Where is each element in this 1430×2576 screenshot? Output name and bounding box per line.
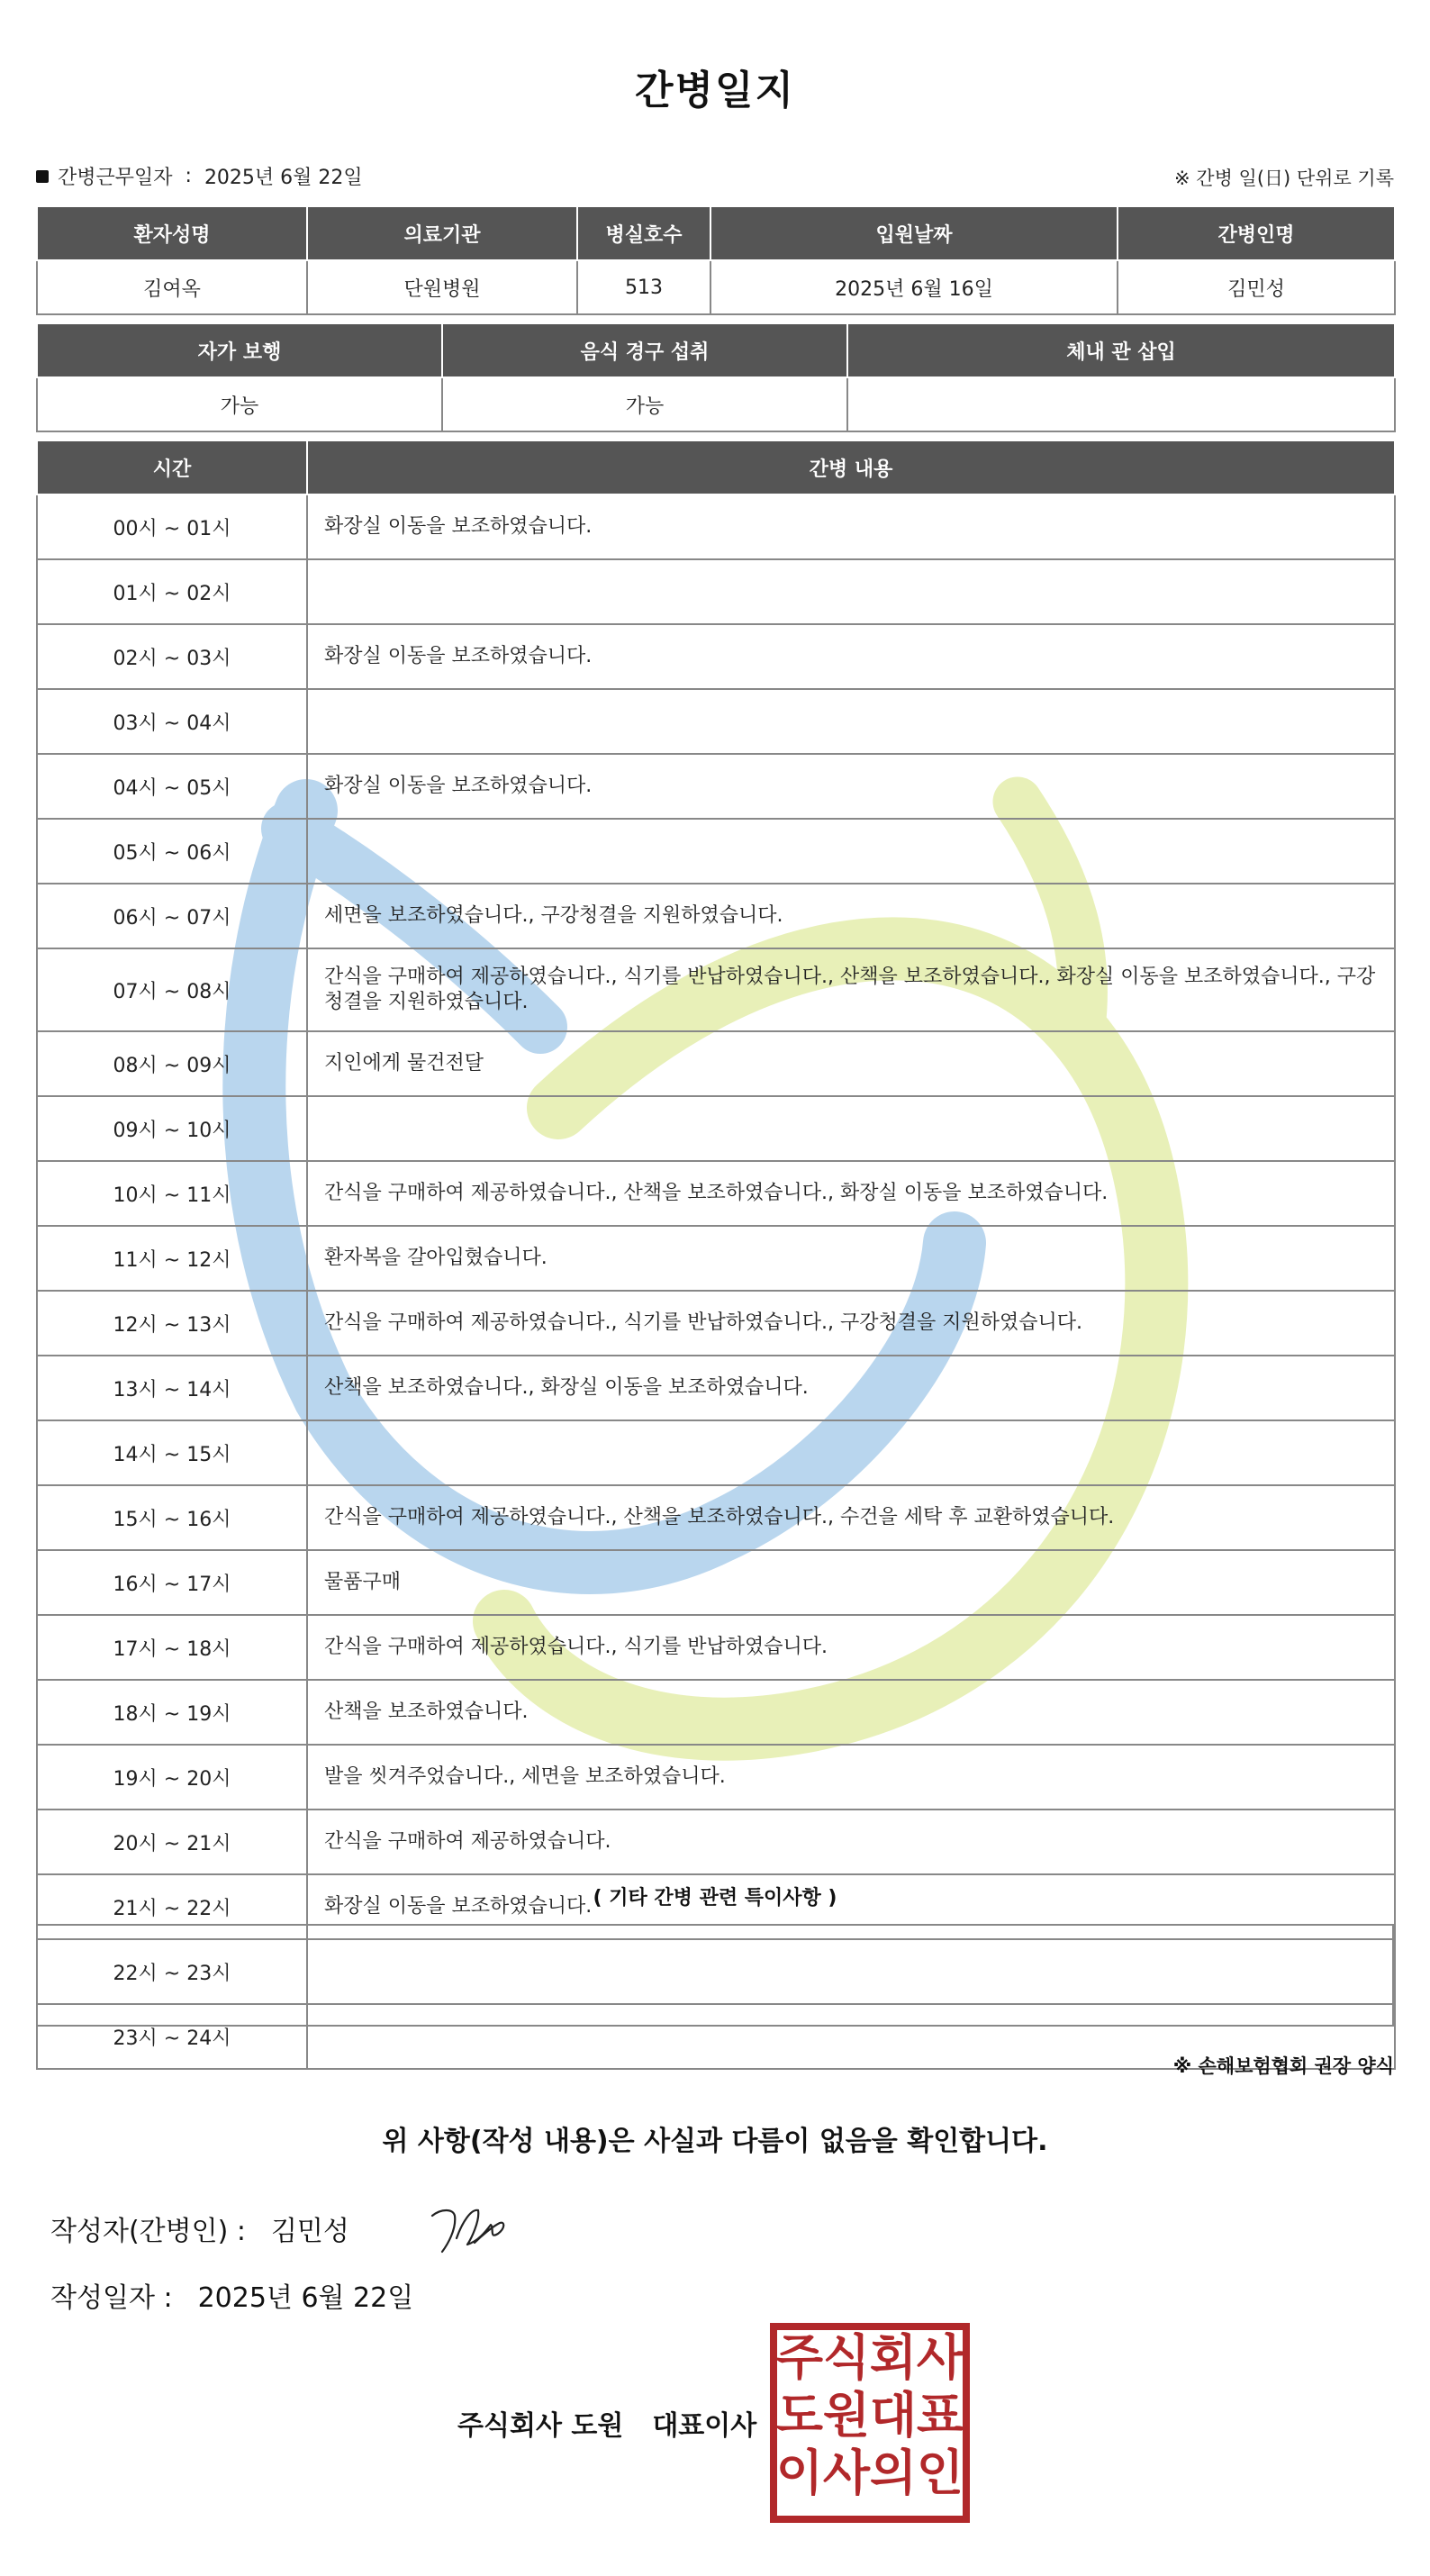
header-time: 시간 (37, 440, 307, 494)
company-name: 주식회사 도원 (457, 2410, 624, 2442)
care-log-content (307, 689, 1395, 754)
special-notes-label: ( 기타 간병 관련 특이사항 ) (593, 1887, 837, 1909)
seal-char: 의 (869, 2444, 918, 2501)
representative-title: 대표이사 (652, 2410, 757, 2442)
patient-status-table (36, 322, 1396, 432)
seal-char: 표 (916, 2387, 964, 2444)
care-log-row (37, 1745, 1395, 1810)
work-date-colon: : (185, 165, 192, 187)
author-name: 김민성 (270, 2216, 349, 2247)
care-log-time: 16시 ~ 17시 (37, 1550, 307, 1615)
square-bullet-icon (36, 170, 49, 183)
care-log-content: 산책을 보조하였습니다., 화장실 이동을 보조하였습니다. (307, 1356, 1395, 1420)
care-log-row (37, 754, 1395, 819)
care-log-time: 19시 ~ 20시 (37, 1745, 307, 1810)
header-oral-intake: 음식 경구 섭취 (442, 323, 847, 377)
company-line (457, 2403, 756, 2443)
care-log-row (37, 1615, 1395, 1680)
care-log-content: 화장실 이동을 보조하였습니다. (307, 754, 1395, 819)
work-date-value: 2025년 6월 22일 (204, 167, 363, 189)
patient-info-table (36, 205, 1396, 315)
seal-char: 도 (775, 2387, 824, 2444)
care-log-time: 04시 ~ 05시 (37, 754, 307, 819)
header-self-walking: 자가 보행 (37, 323, 442, 377)
confirmation-statement: 위 사항(작성 내용)은 사실과 다름이 없음을 확인합니다. (382, 2126, 1048, 2157)
care-log-content (307, 1420, 1395, 1485)
header-patient-name: 환자성명 (37, 206, 307, 260)
care-log-content: 간식을 구매하여 제공하였습니다., 산책을 보조하였습니다., 화장실 이동을 보조하였습니다. (307, 1161, 1395, 1226)
care-log-table (36, 440, 1396, 2070)
care-log-content: 간식을 구매하여 제공하였습니다., 산책을 보조하였습니다., 수건을 세탁 후 교환하였습니다. (307, 1485, 1395, 1550)
care-log-time: 12시 ~ 13시 (37, 1291, 307, 1356)
seal-char: 사 (916, 2329, 964, 2386)
care-log-row (37, 948, 1395, 1031)
care-log-content (307, 1096, 1395, 1161)
care-log-time: 08시 ~ 09시 (37, 1031, 307, 1096)
care-log-body (37, 494, 1395, 2069)
care-log-row (37, 1161, 1395, 1226)
handwritten-signature (392, 2189, 536, 2261)
header-tube-insertion: 체내 관 삽입 (847, 323, 1395, 377)
care-log-content: 화장실 이동을 보조하였습니다. (307, 494, 1395, 559)
care-log-content: 물품구매 (307, 1550, 1395, 1615)
care-log-time: 09시 ~ 10시 (37, 1096, 307, 1161)
header-hospital: 의료기관 (307, 206, 577, 260)
care-log-content: 지인에게 물건전달 (307, 1031, 1395, 1096)
care-log-row (37, 884, 1395, 948)
care-log-content: 세면을 보조하였습니다., 구강청결을 지원하였습니다. (307, 884, 1395, 948)
author-label: 작성자(간병인) : (50, 2216, 246, 2247)
care-log-content: 환자복을 갈아입혔습니다. (307, 1226, 1395, 1291)
written-date-line (50, 2275, 413, 2315)
care-log-row (37, 689, 1395, 754)
seal-char: 인 (916, 2444, 964, 2501)
care-log-row (37, 1096, 1395, 1161)
care-log-row (37, 1680, 1395, 1745)
care-log-time: 18시 ~ 19시 (37, 1680, 307, 1745)
special-notes-box (36, 1924, 1394, 2027)
care-log-time: 11시 ~ 12시 (37, 1226, 307, 1291)
care-log-content (307, 819, 1395, 884)
hospital-name: 단원병원 (307, 260, 577, 314)
company-seal-stamp (769, 2322, 971, 2524)
written-date-label: 작성일자 : (50, 2282, 173, 2314)
care-log-time: 03시 ~ 04시 (37, 689, 307, 754)
care-log-time: 21시 ~ 22시 (37, 1874, 307, 1939)
care-log-row (37, 1485, 1395, 1550)
care-log-row (37, 1810, 1395, 1874)
header-caregiver-name: 간병인명 (1118, 206, 1395, 260)
written-date-value: 2025년 6월 22일 (197, 2282, 414, 2314)
care-log-time: 23시 ~ 24시 (37, 2004, 307, 2069)
seal-char: 대 (869, 2387, 918, 2444)
care-log-time: 13시 ~ 14시 (37, 1356, 307, 1420)
care-log-time: 07시 ~ 08시 (37, 948, 307, 1031)
seal-char: 이 (775, 2444, 824, 2501)
care-log-row (37, 1031, 1395, 1096)
care-log-row (37, 559, 1395, 624)
care-log-time: 14시 ~ 15시 (37, 1420, 307, 1485)
self-walking-value: 가능 (37, 377, 442, 431)
care-log-content: 간식을 구매하여 제공하였습니다., 식기를 반납하였습니다., 구강청결을 지원하였습니다. (307, 1291, 1395, 1356)
care-log-content: 화장실 이동을 보조하였습니다. (307, 1874, 1395, 1939)
seal-char: 사 (822, 2444, 871, 2501)
record-note: ※ 간병 일(日) 단위로 기록 (1174, 168, 1394, 189)
care-log-row (37, 1550, 1395, 1615)
care-log-content: 간식을 구매하여 제공하였습니다., 식기를 반납하였습니다. (307, 1615, 1395, 1680)
page-title: 간병일지 (634, 68, 795, 113)
seal-char: 식 (822, 2329, 871, 2386)
caregiver-name: 김민성 (1118, 260, 1395, 314)
care-log-row (37, 819, 1395, 884)
form-note: ※ 손해보험협회 권장 양식 (1172, 2055, 1394, 2077)
care-log-time: 10시 ~ 11시 (37, 1161, 307, 1226)
care-log-row (37, 1291, 1395, 1356)
header-admission-date: 입원날짜 (710, 206, 1118, 260)
header-care-content: 간병 내용 (307, 440, 1395, 494)
header-room: 병실호수 (577, 206, 710, 260)
care-log-row (37, 1420, 1395, 1485)
care-log-content: 화장실 이동을 보조하였습니다. (307, 624, 1395, 689)
work-date (36, 162, 363, 190)
care-log-time: 17시 ~ 18시 (37, 1615, 307, 1680)
tube-insertion-value (847, 377, 1395, 431)
author-line (50, 2209, 349, 2248)
seal-char: 회 (869, 2329, 918, 2386)
seal-char: 원 (822, 2387, 871, 2444)
care-log-row (37, 1226, 1395, 1291)
care-log-row (37, 494, 1395, 559)
oral-intake-value: 가능 (442, 377, 847, 431)
care-log-row (37, 624, 1395, 689)
care-log-time: 02시 ~ 03시 (37, 624, 307, 689)
care-log-time: 20시 ~ 21시 (37, 1810, 307, 1874)
work-date-label: 간병근무일자 (58, 167, 173, 189)
care-log-content: 산책을 보조하였습니다. (307, 1680, 1395, 1745)
care-log-row (37, 1356, 1395, 1420)
care-log-time: 22시 ~ 23시 (37, 1939, 307, 2004)
care-log-content: 발을 씻겨주었습니다., 세면을 보조하였습니다. (307, 1745, 1395, 1810)
care-log-time: 00시 ~ 01시 (37, 494, 307, 559)
care-log-content (307, 559, 1395, 624)
care-log-content: 간식을 구매하여 제공하였습니다., 식기를 반납하였습니다., 산책을 보조하였습니다., 화장실 이동을 보조하였습니다., 구강청결을 지원하였습니다. (307, 948, 1395, 1031)
care-log-time: 15시 ~ 16시 (37, 1485, 307, 1550)
room-number: 513 (577, 260, 710, 314)
care-log-time: 01시 ~ 02시 (37, 559, 307, 624)
care-log-content: 간식을 구매하여 제공하였습니다. (307, 1810, 1395, 1874)
patient-name: 김여옥 (37, 260, 307, 314)
admission-date: 2025년 6월 16일 (710, 260, 1118, 314)
seal-char: 주 (775, 2329, 824, 2386)
care-log-time: 06시 ~ 07시 (37, 884, 307, 948)
care-log-time: 05시 ~ 06시 (37, 819, 307, 884)
